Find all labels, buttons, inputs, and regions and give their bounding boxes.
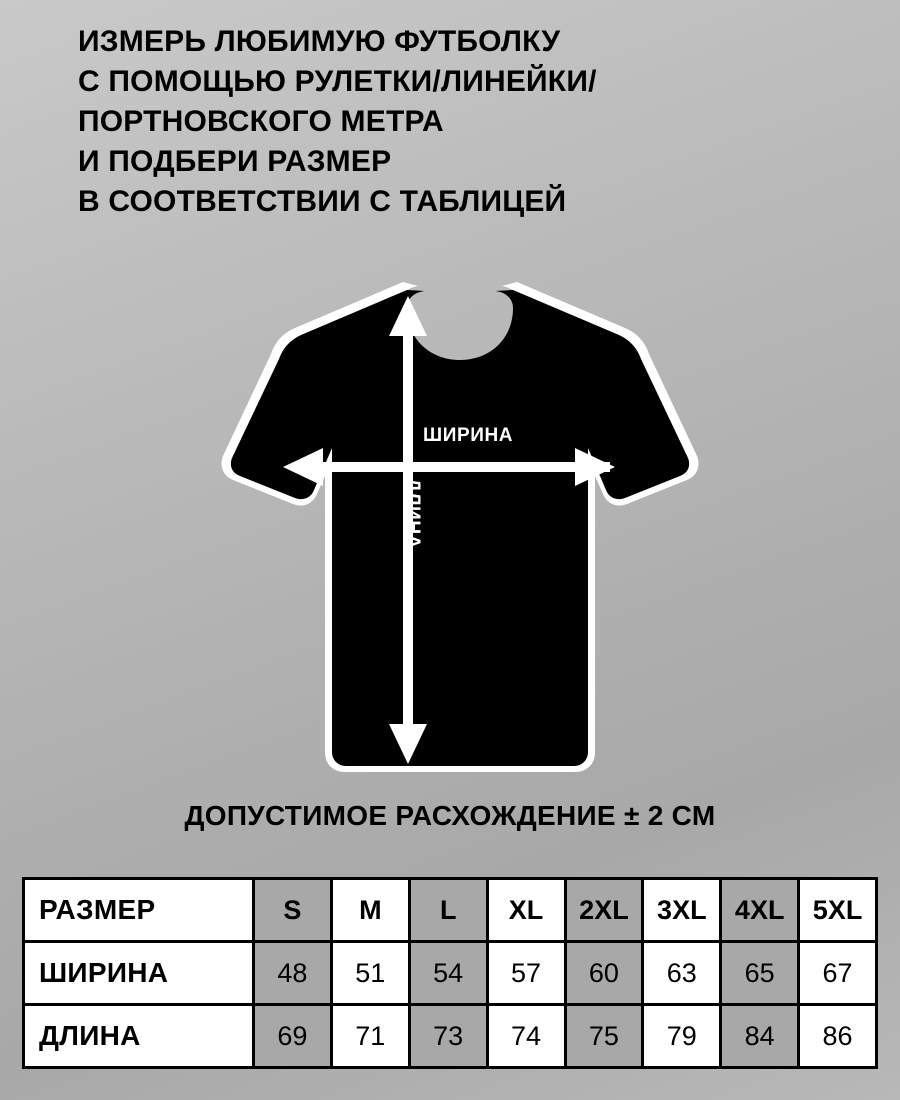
row-header-size: РАЗМЕР [24,879,254,942]
size-cell-0: S [254,879,332,942]
tshirt-icon [175,280,745,780]
width-cell-3: 57 [487,942,565,1005]
length-label: ДЛИНА [402,478,423,549]
width-cell-1: 51 [331,942,409,1005]
length-cell-4: 75 [565,1005,643,1068]
width-cell-7: 67 [799,942,877,1005]
width-cell-5: 63 [643,942,721,1005]
heading-line-5: В СООТВЕТСТВИИ С ТАБЛИЦЕЙ [78,184,567,218]
row-header-width: ШИРИНА [24,942,254,1005]
heading-line-4: И ПОДБЕРИ РАЗМЕР [78,144,392,178]
size-cell-1: M [331,879,409,942]
width-cell-2: 54 [409,942,487,1005]
length-cell-1: 71 [331,1005,409,1068]
width-cell-0: 48 [254,942,332,1005]
page-title [78,22,838,221]
heading-line-2: С ПОМОЩЬЮ РУЛЕТКИ/ЛИНЕЙКИ/ [78,64,597,98]
length-cell-5: 79 [643,1005,721,1068]
size-cell-6: 4XL [721,879,799,942]
size-cell-5: 3XL [643,879,721,942]
length-cell-7: 86 [799,1005,877,1068]
tolerance-note: ДОПУСТИМОЕ РАСХОЖДЕНИЕ ± 2 СМ [184,800,716,831]
table-row-width [24,942,877,1005]
length-cell-2: 73 [409,1005,487,1068]
size-cell-2: L [409,879,487,942]
length-cell-3: 74 [487,1005,565,1068]
table-row-length [24,1005,877,1068]
width-cell-6: 65 [721,942,799,1005]
width-label: ШИРИНА [423,425,514,446]
width-cell-4: 60 [565,942,643,1005]
table-row-sizes [24,879,877,942]
size-cell-7: 5XL [799,879,877,942]
size-table-container [22,877,878,1069]
row-header-length: ДЛИНА [24,1005,254,1068]
size-table [22,877,878,1069]
length-cell-0: 69 [254,1005,332,1068]
tshirt-diagram [175,280,745,780]
size-cell-4: 2XL [565,879,643,942]
heading-line-3: ПОРТНОВСКОГО МЕТРА [78,104,444,138]
length-cell-6: 84 [721,1005,799,1068]
heading-line-1: ИЗМЕРЬ ЛЮБИМУЮ ФУТБОЛКУ [78,25,561,58]
size-cell-3: XL [487,879,565,942]
